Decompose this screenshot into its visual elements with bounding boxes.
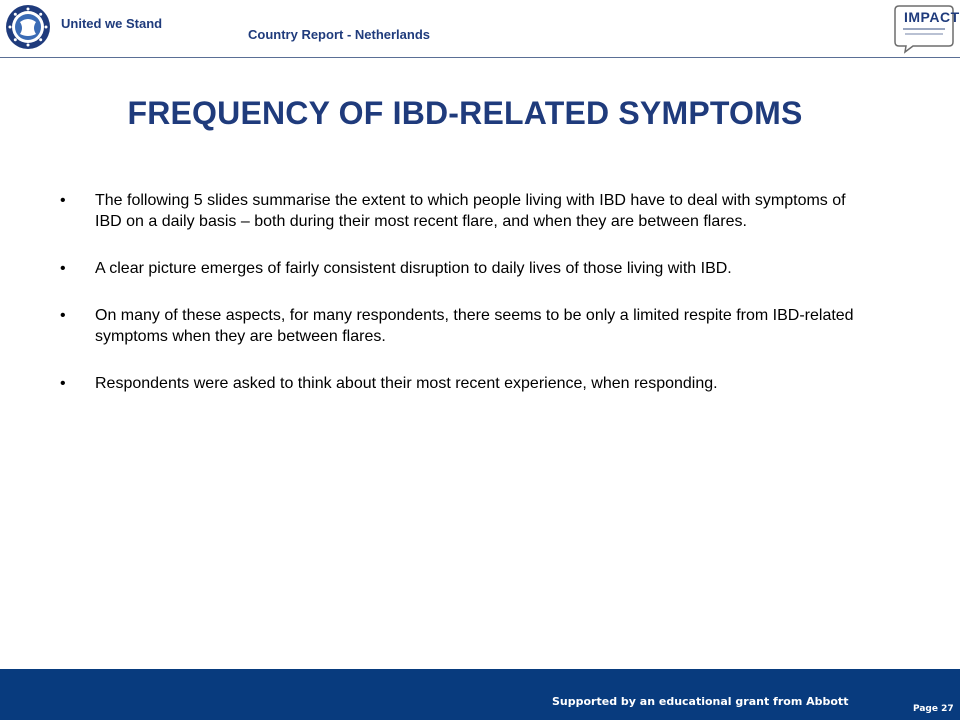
bullet-item <box>60 373 875 394</box>
bullet-text: On many of these aspects, for many respondents, there seems to be only a limited respite from IBD-related symptoms when they are between flares. <box>95 307 854 345</box>
brand-name: United we Stand <box>61 16 163 31</box>
bullet-dot-icon: • <box>60 307 66 324</box>
header-divider <box>0 57 960 58</box>
impact-logo-text: IMPACT <box>904 9 960 25</box>
bullet-dot-icon: • <box>60 260 66 277</box>
bullet-item <box>60 258 875 279</box>
report-title: Country Report - Netherlands <box>248 27 431 42</box>
bullet-item <box>60 190 875 232</box>
slide-title: FREQUENCY OF IBD-RELATED SYMPTOMS <box>127 95 803 131</box>
page-number: Page 27 <box>913 704 954 714</box>
support-text: Supported by an educational grant from Abbott <box>552 695 849 708</box>
bullet-text: Respondents were asked to think about their most recent experience, when responding. <box>95 375 718 392</box>
bullet-dot-icon: • <box>60 192 66 209</box>
efcca-globe-logo-icon <box>5 4 51 50</box>
bullet-dot-icon: • <box>60 375 66 392</box>
bullet-list <box>60 190 875 420</box>
bullet-item <box>60 305 875 347</box>
slide-header <box>0 0 960 58</box>
slide-footer <box>0 669 960 720</box>
bullet-text: The following 5 slides summarise the extent to which people living with IBD have to deal with symptoms of IBD on a daily basis – both during their most recent flare, and when they are between flares. <box>95 192 846 230</box>
bullet-text: A clear picture emerges of fairly consistent disruption to daily lives of those living with IBD. <box>95 260 732 277</box>
